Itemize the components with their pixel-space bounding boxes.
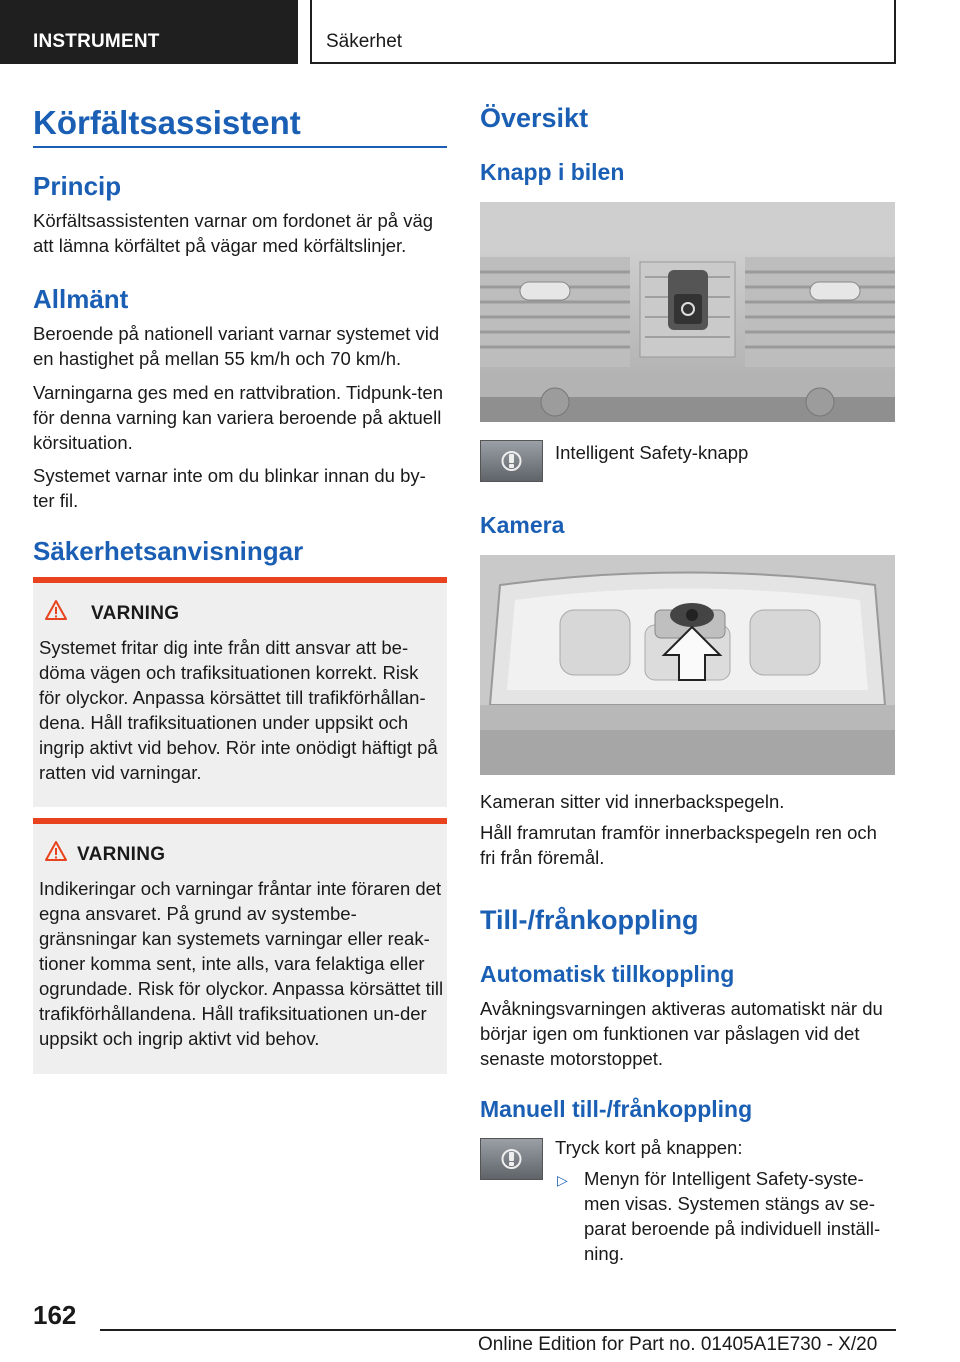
automatisk-text: Avåkningsvarningen aktiveras automatiskt när du börjar igen om funktionen var påslagen vid det senaste motorstoppet. xyxy=(480,998,883,1069)
princip-heading: Princip xyxy=(33,171,122,201)
manuell-heading: Manuell till-/frånkoppling xyxy=(480,1096,753,1122)
warning-box-2 xyxy=(33,818,447,1074)
allmant-heading: Allmänt xyxy=(33,284,129,314)
till-fran-heading: Till-/frånkoppling xyxy=(480,905,699,935)
header-chapter-tab: Säkerhet xyxy=(310,0,896,64)
manuell-bullet-text: Menyn för Intelligent Safety-syste‐men visas. Systemen stängs av se‐parat beroende på individuell inställ‐ning. xyxy=(584,1168,881,1264)
warning-title-2: VARNING xyxy=(77,844,166,865)
knapp-heading: Knapp i bilen xyxy=(480,159,625,185)
warning-title-1: VARNING xyxy=(91,603,180,624)
kamera-heading: Kamera xyxy=(480,512,565,538)
safety-heading: Säkerhetsanvisningar xyxy=(33,536,304,566)
automatisk-heading: Automatisk tillkoppling xyxy=(480,961,735,987)
warning-triangle-icon xyxy=(45,840,67,862)
dashboard-button-photo xyxy=(480,202,895,422)
footer-rule xyxy=(100,1329,896,1331)
manuell-paragraph-1: Tryck kort på knappen: xyxy=(555,1137,743,1158)
kamera-paragraph-1: Kameran sitter vid innerbackspegeln. xyxy=(480,791,785,812)
princip-text: Körfältsassistenten varnar om fordonet är på väg att lämna körfältet på vägar med körfältslinjer. xyxy=(33,210,434,256)
allmant-paragraph-3: Systemet varnar inte om du blinkar innan du by‐ter fil. xyxy=(33,465,426,511)
page-number: 162 xyxy=(33,1300,77,1330)
footer-edition: Online Edition for Part no. 01405A1E730 - X/20 xyxy=(478,1334,878,1355)
page-title: Körfältsassistent xyxy=(33,104,301,141)
warning-text-1: Systemet fritar dig inte från ditt ansvar att be‐döma vägen och trafiksituationen korrekt. Risk för olyckor. Anpassa körsättet till trafikförhållan‐dena. Håll trafiksituationen under uppsikt och ingrip aktivt vid behov. Rör inte onödigt häftigt på ratten vid varningar. xyxy=(39,637,438,783)
title-rule xyxy=(33,146,447,148)
camera-mirror-photo xyxy=(480,555,895,775)
intelligent-safety-button-icon xyxy=(480,440,543,482)
warning-triangle-icon xyxy=(45,599,67,621)
oversikt-heading: Översikt xyxy=(480,103,589,133)
allmant-paragraph-1: Beroende på nationell variant varnar systemet vid en hastighet på mellan 55 km/h och 70 km/h. xyxy=(33,323,440,369)
bullet-triangle-icon: ▷ xyxy=(557,1172,568,1188)
kamera-paragraph-2: Håll framrutan framför innerbackspegeln ren och fri från föremål. xyxy=(480,822,877,868)
header-section-tab: INSTRUMENT xyxy=(0,0,298,64)
intelligent-safety-button-icon xyxy=(480,1138,543,1180)
knapp-caption: Intelligent Safety-knapp xyxy=(555,442,749,463)
warning-text-2: Indikeringar och varningar fråntar inte föraren det egna ansvaret. På grund av systembe‐gränsningar kan systemets varningar eller reak‐tioner komma sent, inte alls, vara felaktiga eller ogrundade. Risk för olyckor. Anpassa körsättet till trafikförhållandena. Håll trafiksituationen un‐der uppsikt och ingrip aktivt vid behov. xyxy=(39,878,444,1049)
warning-box-1 xyxy=(33,577,447,807)
allmant-paragraph-2: Varningarna ges med en rattvibration. Tidpunk‐ten för denna varning kan variera beroende på aktuell körsituation. xyxy=(33,382,443,453)
